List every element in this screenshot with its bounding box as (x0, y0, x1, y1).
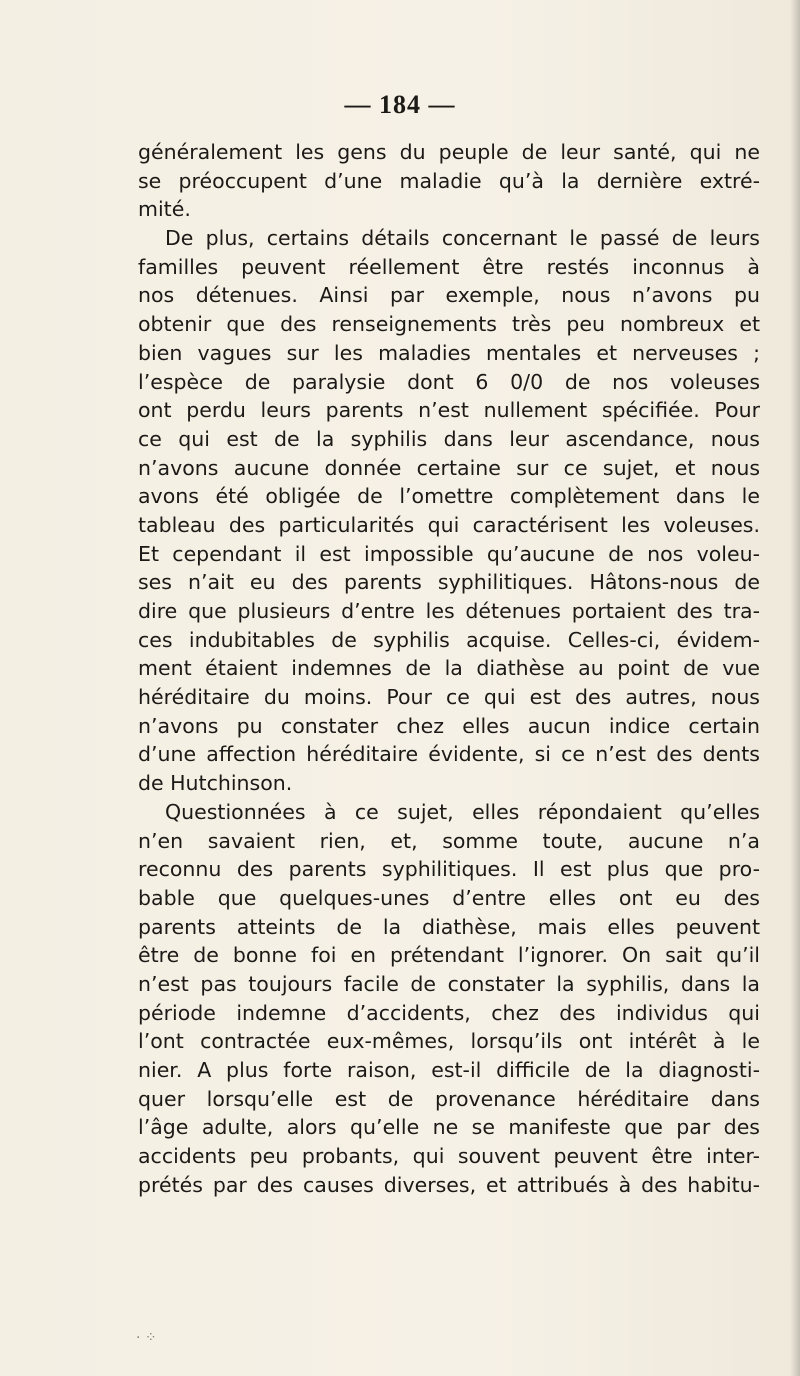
text-line: reconnu des parents syphilitiques. Il est plus que pro- (138, 857, 760, 882)
text-line: période indemne d’accidents, chez des individus qui (138, 1000, 760, 1025)
text-line: ces indubitables de syphilis acquise. Celles-ci, évidem- (138, 627, 760, 652)
text-line: familles peuvent réellement être restés inconnus à (138, 254, 760, 279)
text-line: accidents peu probants, qui souvent peuvent être inter- (138, 1144, 760, 1169)
text-line: avons été obligée de l’omettre complètement dans le (138, 484, 760, 509)
text-line: ses n’ait eu des parents syphilitiques. Hâtons-nous de (138, 570, 760, 595)
text-line: ont perdu leurs parents n’est nullement spécifiée. Pour (138, 398, 760, 423)
text-line: héréditaire du moins. Pour ce qui est des autres, nous (138, 685, 760, 710)
text-line: généralement les gens du peuple de leur santé, qui ne (138, 140, 760, 164)
text-line: de Hutchinson. (138, 771, 293, 796)
text-line: Questionnées à ce sujet, elles répondaient qu’elles (165, 799, 760, 824)
text-line: l’espèce de paralysie dont 6 0/0 de nos voleuses (138, 369, 760, 394)
text-line: n’avons pu constater chez elles aucun indice certain (138, 713, 760, 738)
text-line: d’une affection héréditaire évidente, si ce n’est des dents (138, 742, 760, 767)
text-line: n’est pas toujours facile de constater la syphilis, dans la (138, 971, 760, 996)
text-line: n’avons aucune donnée certaine sur ce sujet, et nous (138, 455, 760, 480)
page-edge-shadow (790, 0, 800, 1376)
text-line: être de bonne foi en prétendant l’ignorer. On sait qu’il (138, 943, 760, 968)
text-line: prétés par des causes diverses, et attribués à des habitu- (138, 1172, 760, 1197)
text-line: nier. A plus forte raison, est-il difficile de la diagnosti- (138, 1058, 760, 1082)
text-line: l’ont contractée eux-mêmes, lorsqu’ils ont intérêt à le (138, 1029, 760, 1054)
body-text (138, 138, 760, 1199)
text-line: l’âge adulte, alors qu’elle ne se manifeste que par des (138, 1115, 760, 1140)
text-line: mité. (138, 197, 191, 222)
page-number: — 184 — (344, 90, 456, 119)
text-line: De plus, certains détails concernant le passé de leurs (165, 226, 760, 251)
text-line: tableau des particularités qui caractérisent les voleuses. (138, 512, 760, 537)
text-line: se préoccupent d’une maladie qu’à la dernière extré- (138, 168, 760, 193)
text-line: Et cependant il est impossible qu’aucune de nos voleu- (138, 541, 760, 566)
text-line: obtenir que des renseignements très peu nombreux et (138, 312, 760, 337)
text-line: quer lorsqu’elle est de provenance héréditaire dans (138, 1086, 760, 1111)
text-line: nos détenues. Ainsi par exemple, nous n’avons pu (138, 283, 760, 308)
text-line: bable que quelques-unes d’entre elles ont eu des (138, 885, 760, 910)
text-line: parents atteints de la diathèse, mais elles peuvent (138, 914, 760, 939)
text-line: bien vagues sur les maladies mentales et nerveuses ; (138, 340, 760, 365)
scan-specks: · ⁘ (136, 1330, 157, 1346)
text-line: ce qui est de la syphilis dans leur ascendance, nous (138, 426, 760, 451)
text-line: dire que plusieurs d’entre les détenues portaient des tra- (138, 599, 760, 623)
text-line: ment étaient indemnes de la diathèse au point de vue (138, 656, 760, 681)
text-line: n’en savaient rien, et, somme toute, aucune n’a (138, 828, 760, 853)
